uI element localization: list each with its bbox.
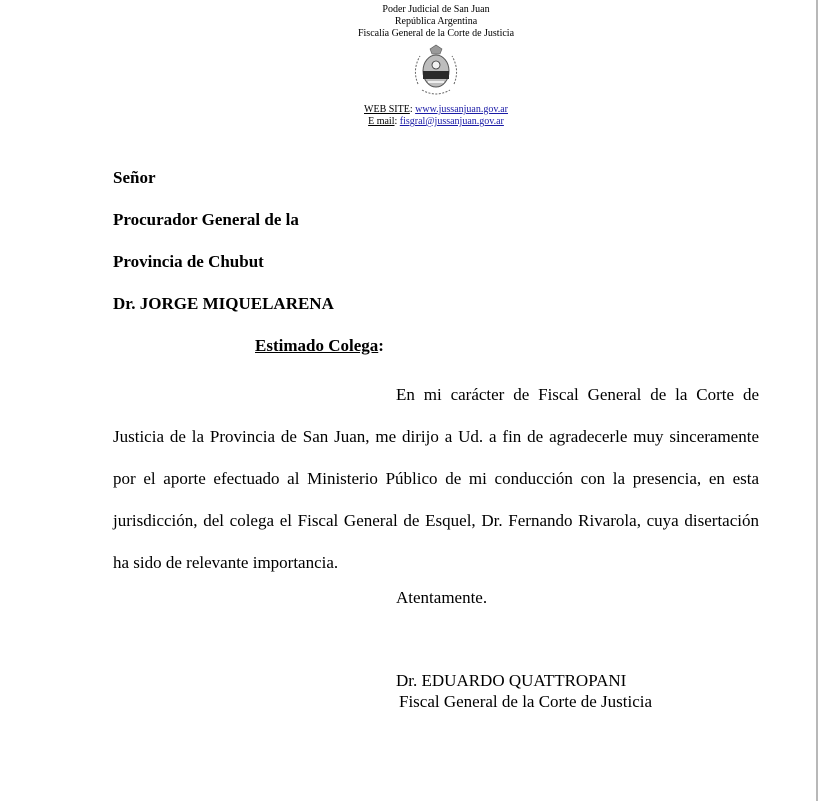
greeting-colon: : (378, 336, 384, 355)
recipient-salutation: Señor (113, 168, 156, 187)
email-link[interactable]: fisgral@jussanjuan.gov.ar (399, 116, 504, 127)
closing: Atentamente. (396, 588, 488, 607)
signature-title: Fiscal General de la Corte de Justicia (399, 692, 653, 711)
greeting (255, 336, 384, 356)
website-link[interactable]: www.jussanjuan.gov.ar (415, 104, 508, 115)
letter-body: En mi carácter de Fiscal General de la Corte de Justicia de la Provincia de San Juan, me dirijo a Ud. a fin de agradecerle muy sinceramente por el aporte efectuado al Ministerio Público de mi conducción con la presencia, en esta jurisdicción, del colega el Fiscal General de Esquel, Dr. Fernando Rivarola, cuya disertación ha sido de relevante importancia. (113, 385, 759, 572)
letterhead-line-1: Poder Judicial de San Juan (382, 4, 490, 15)
recipient-name: Dr. JORGE MIQUELARENA (113, 294, 334, 313)
signature-name: Dr. EDUARDO QUATTROPANI (396, 671, 627, 690)
email-label: E mail (368, 116, 395, 127)
greeting-text: Estimado Colega (255, 336, 379, 355)
email-line: E mail: fisgral@jussanjuan.gov.ar (368, 116, 504, 127)
website-label: WEB SITE (364, 104, 410, 115)
coat-of-arms-icon (410, 44, 462, 102)
recipient-province: Provincia de Chubut (113, 252, 264, 271)
recipient-position: Procurador General de la (113, 210, 299, 229)
letterhead-line-2: República Argentina (394, 16, 478, 27)
website-line: WEB SITE: www.jussanjuan.gov.ar (364, 104, 508, 115)
letterhead-line-3: Fiscalía General de la Corte de Justicia (357, 28, 515, 39)
letterhead (300, 4, 572, 128)
